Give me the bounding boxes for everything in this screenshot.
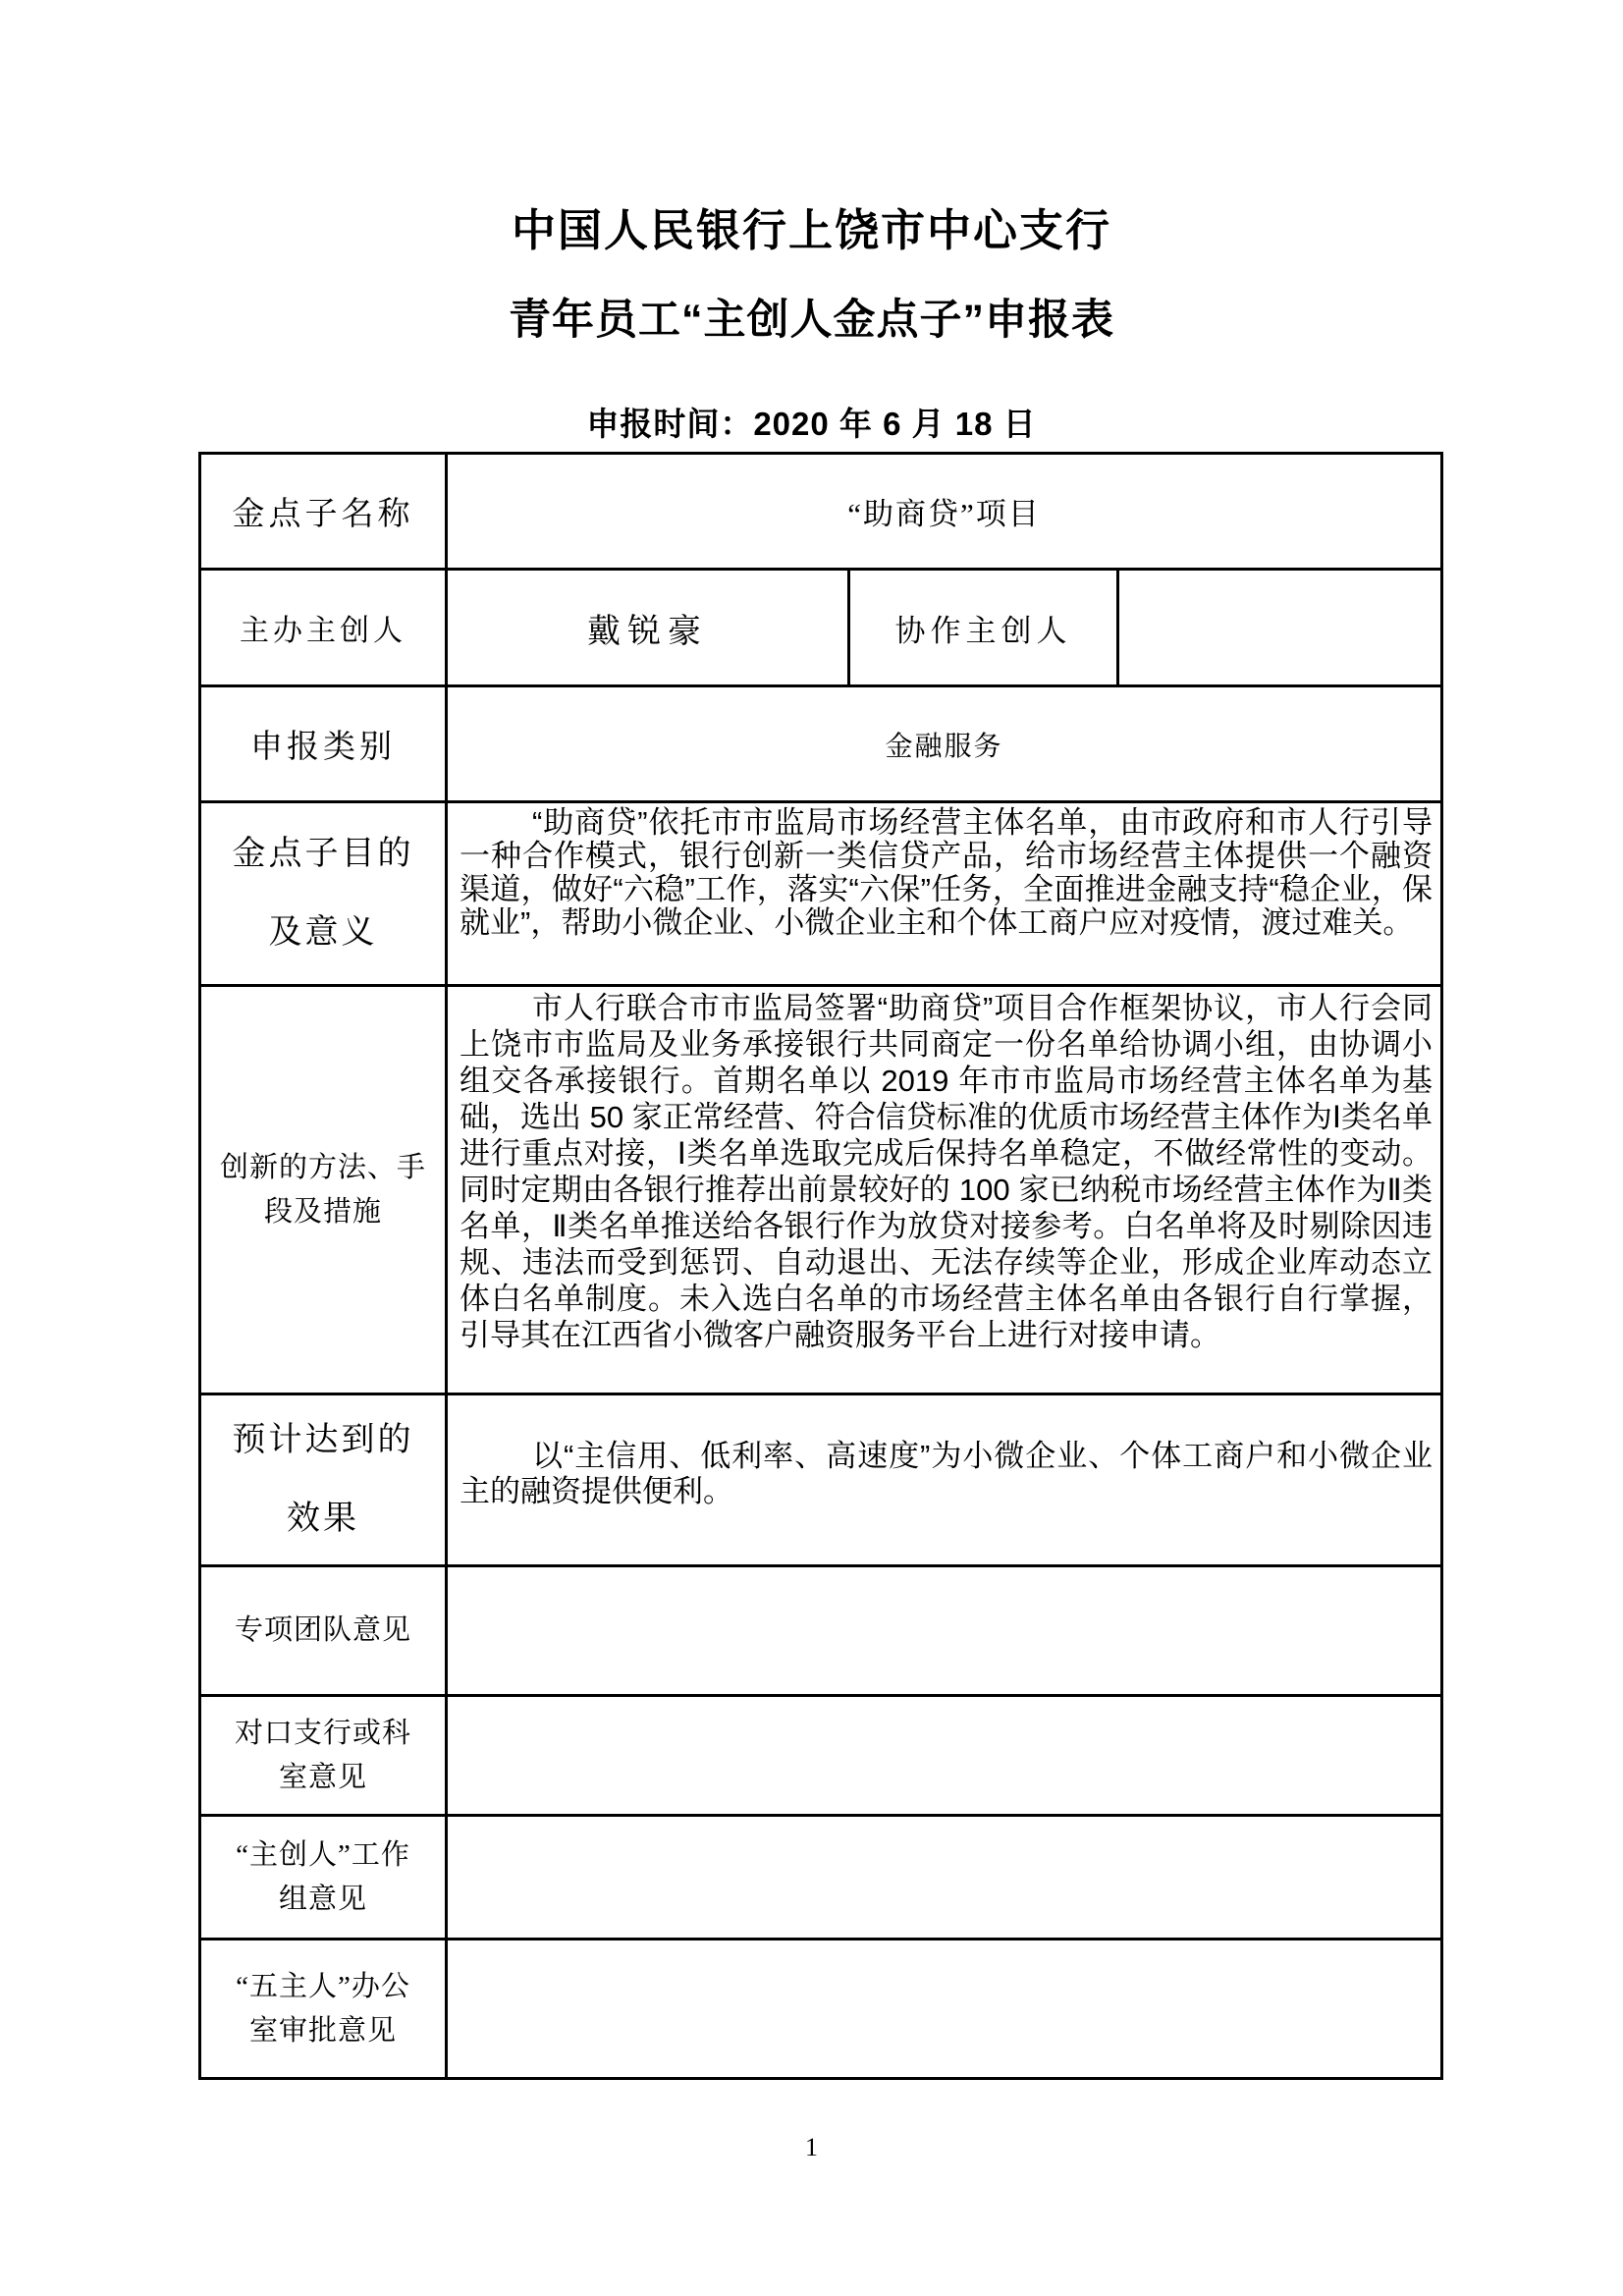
row-team-opinion <box>200 1566 1442 1696</box>
main-creator-label: 主办主创人 <box>200 570 447 686</box>
purpose-label: 金点子目的 及意义 <box>200 802 447 986</box>
row-methods <box>200 986 1442 1394</box>
effect-label: 预计达到的 效果 <box>200 1394 447 1566</box>
main-creator-value: 戴锐豪 <box>447 570 849 686</box>
application-form-table <box>198 452 1443 2080</box>
methods-value: 市人行联合市市监局签署“助商贷”项目合作框架协议，市人行会同上饶市市监局及业务承接银行共同商定一份名单给协调小组，由协调小组交各承接银行。首期名单以 2019 年市市监局市场经营主体名单为基础，选出 50 家正常经营、符合信贷标准的优质市场经营主体作为Ⅰ类名单进行重点对接，Ⅰ类名单选取完成后保持名单稳定，不做经常性的变动。同时定期由各银行推荐出前景较好的 100 家已纳税市场经营主体作为Ⅱ类名单，Ⅱ类名单推送给各银行作为放贷对接参考。白名单将及时剔除因违规、违法而受到惩罚、自动退出、无法存续等企业，形成企业库动态立体白名单制度。未入选白名单的市场经营主体名单由各银行自行掌握，引导其在江西省小微客户融资服务平台上进行对接申请。 <box>460 991 1434 1352</box>
idea-name-value: “助商贷”项目 <box>447 454 1442 570</box>
row-creators <box>200 570 1442 686</box>
workgroup-opinion-label: “主创人”工作 组意见 <box>200 1816 447 1940</box>
workgroup-opinion-value <box>447 1816 1442 1940</box>
methods-value-cell <box>447 986 1442 1394</box>
row-workgroup-opinion <box>200 1816 1442 1940</box>
report-date: 申报时间：2020 年 6 月 18 日 <box>586 406 1037 442</box>
purpose-value: “助商贷”依托市市监局市场经营主体名单，由市政府和市人行引导一种合作模式，银行创新一类信贷产品，给市场经营主体提供一个融资渠道，做好“六稳”工作，落实“六保”任务，全面推进金融支持“稳企业，保就业”，帮助小微企业、小微企业主和个体工商户应对疫情，渡过难关。 <box>460 805 1434 940</box>
methods-label: 创新的方法、手 段及措施 <box>200 986 447 1394</box>
effect-value-cell <box>447 1394 1442 1566</box>
row-idea-name <box>200 454 1442 570</box>
category-label: 申报类别 <box>200 686 447 802</box>
row-purpose <box>200 802 1442 986</box>
branch-opinion-label: 对口支行或科 室意见 <box>200 1696 447 1816</box>
purpose-value-cell <box>447 802 1442 986</box>
row-category <box>200 686 1442 802</box>
page-number: 1 <box>805 2133 818 2161</box>
row-expected-effect <box>200 1394 1442 1566</box>
team-opinion-label: 专项团队意见 <box>200 1566 447 1696</box>
co-creator-label: 协作主创人 <box>849 570 1118 686</box>
team-opinion-value <box>447 1566 1442 1696</box>
category-value: 金融服务 <box>447 686 1442 802</box>
branch-opinion-value <box>447 1696 1442 1816</box>
idea-name-label: 金点子名称 <box>200 454 447 570</box>
effect-value: 以“主信用、低利率、高速度”为小微企业、个体工商户和小微企业主的融资提供便利。 <box>460 1439 1434 1508</box>
office-opinion-label: “五主人”办公 室审批意见 <box>200 1940 447 2079</box>
page-title-line2: 青年员工“主创人金点子”申报表 <box>509 297 1114 344</box>
row-office-opinion <box>200 1940 1442 2079</box>
office-opinion-value <box>447 1940 1442 2079</box>
page-title-line1: 中国人民银行上饶市中心支行 <box>511 205 1111 255</box>
row-branch-opinion <box>200 1696 1442 1816</box>
co-creator-value <box>1118 570 1442 686</box>
